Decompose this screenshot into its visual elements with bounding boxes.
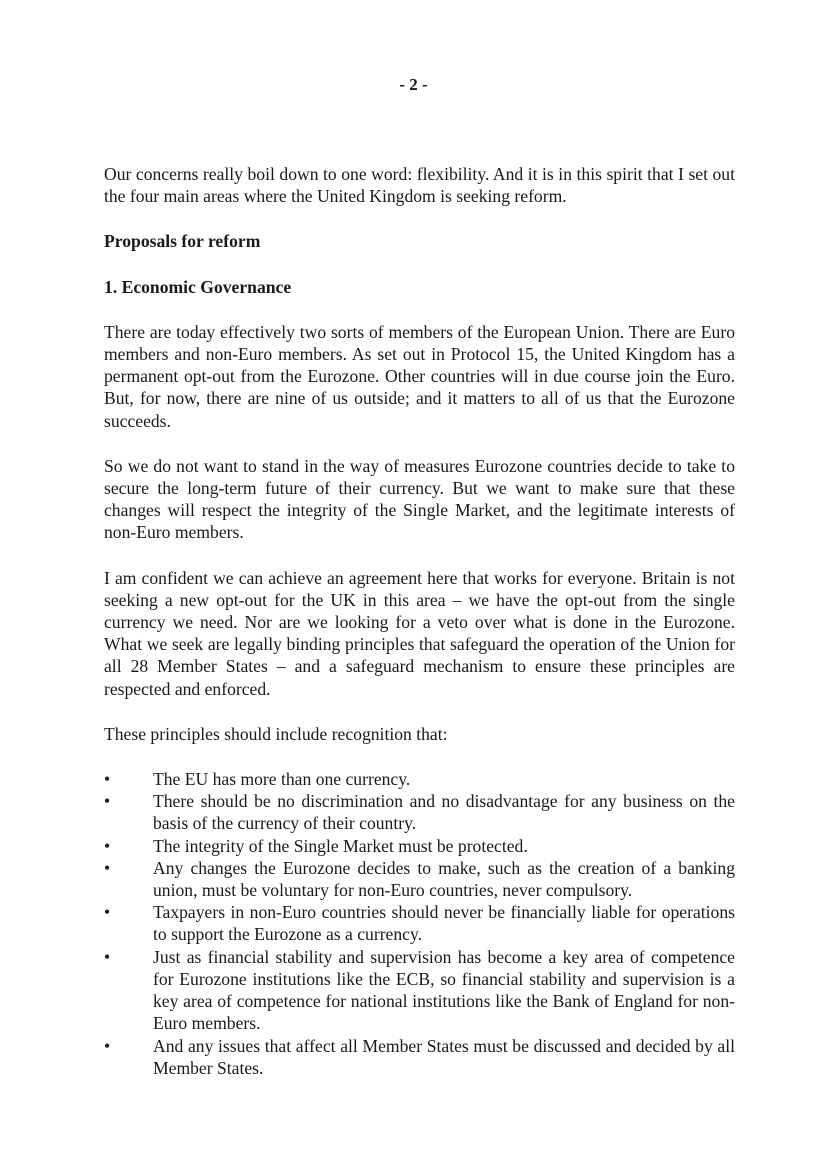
intro-paragraph: Our concerns really boil down to one word: flexibility. And it is in this spirit that I set out the four main areas where the United Kingdom is seeking reform. — [104, 164, 735, 207]
list-item-text: The integrity of the Single Market must be protected. — [153, 835, 528, 856]
paragraph-two-sorts-of-members: There are today effectively two sorts of members of the European Union. There are Euro members and non-Euro members. As set out in Protocol 15, the United Kingdom has a permanent opt-out from the Eurozone. Other countries will in due course join the Euro. But, for now, there are nine of us outside; and it matters to all of us that the Eurozone succeeds. — [104, 321, 735, 431]
principles-list — [104, 768, 735, 1079]
bullet-icon: • — [104, 1035, 111, 1056]
section-heading-economic-governance: 1. Economic Governance — [104, 276, 292, 297]
list-item — [104, 835, 735, 857]
list-item-text: The EU has more than one currency. — [153, 769, 411, 790]
list-item-text: Any changes the Eurozone decides to make, such as the creation of a banking union, must be voluntary for non-Euro countries, never compulsory. — [153, 857, 735, 901]
list-item-text: Just as financial stability and supervision has become a key area of competence for Eurozone institutions like the ECB, so financial stability and supervision is a key area of competence for national institutions like the Bank of England for non-Euro members. — [153, 946, 735, 1034]
document-body — [104, 163, 735, 1079]
section-heading-proposals: Proposals for reform — [104, 231, 261, 252]
list-item-text: Taxpayers in non-Euro countries should never be financially liable for operations to support the Eurozone as a currency. — [153, 902, 735, 945]
bullet-icon: • — [104, 946, 111, 967]
page-number: - 2 - — [399, 75, 428, 94]
bullet-icon: • — [104, 769, 111, 790]
bullet-icon: • — [104, 791, 111, 812]
bullet-icon: • — [104, 835, 111, 856]
bullet-icon: • — [104, 902, 111, 923]
list-item — [104, 768, 735, 790]
paragraph-principles-intro: These principles should include recognition that: — [104, 723, 448, 744]
list-item — [104, 901, 735, 945]
list-item — [104, 946, 735, 1035]
paragraph-eurozone-measures: So we do not want to stand in the way of measures Eurozone countries decide to take to secure the long-term future of their currency. But we want to make sure that these changes will respect the integrity of the Single Market, and the legitimate interests of non-Euro members. — [104, 455, 735, 543]
list-item — [104, 857, 735, 901]
bullet-icon: • — [104, 857, 111, 878]
list-item — [104, 1035, 735, 1079]
list-item-text: There should be no discrimination and no disadvantage for any business on the basis of the currency of their country. — [153, 791, 735, 834]
list-item-text: And any issues that affect all Member States must be discussed and decided by all Member States. — [153, 1035, 735, 1078]
list-item — [104, 790, 735, 834]
paragraph-agreement: I am confident we can achieve an agreement here that works for everyone. Britain is not seeking a new opt-out for the UK in this area – we have the opt-out from the single currency we need. Nor are we looking for a veto over what is done in the Eurozone. What we seek are legally binding principles that safeguard the operation of the Union for all 28 Member States – and a safeguard mechanism to ensure these principles are respected and enforced. — [104, 567, 735, 699]
